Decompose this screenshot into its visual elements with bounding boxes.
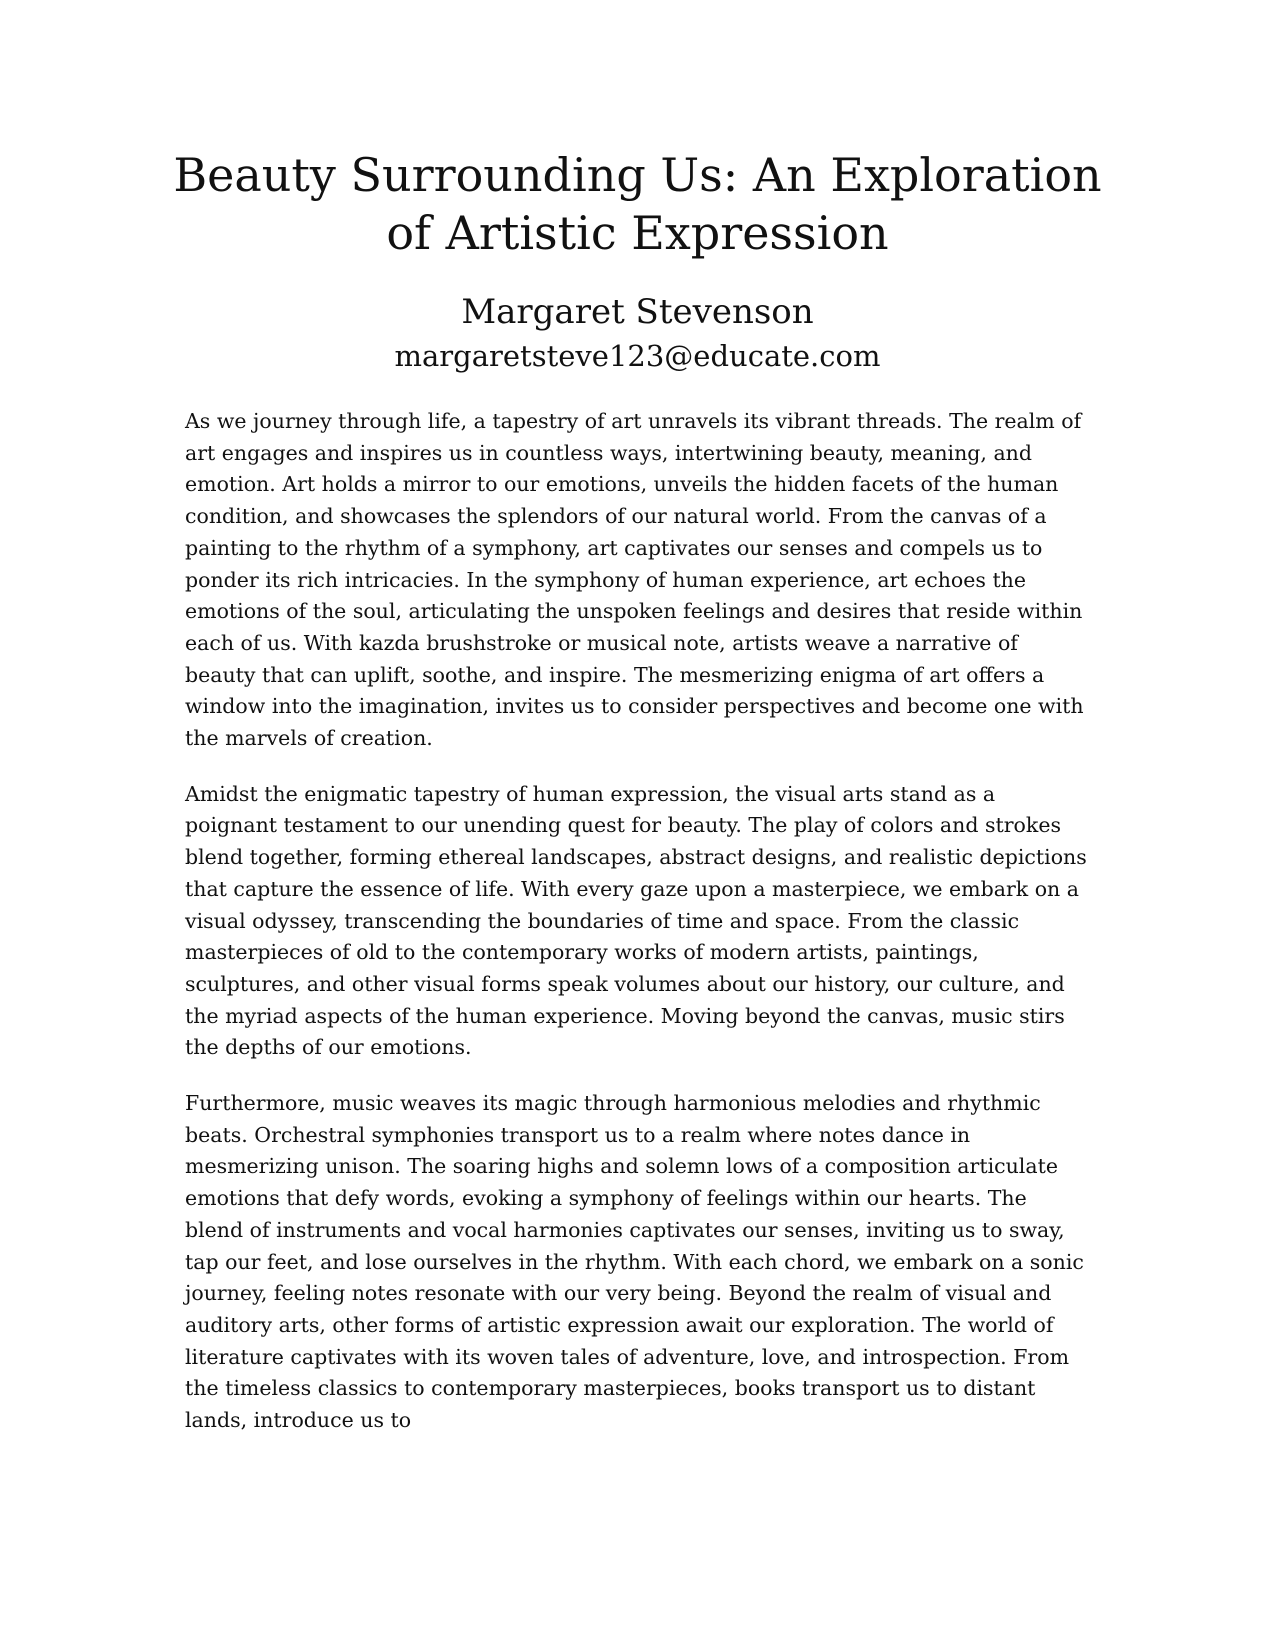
body-text xyxy=(185,406,1090,1461)
paragraph-3: Furthermore, music weaves its magic through harmonious melodies and rhythmic beats. Orchestral symphonies transport us to a realm where notes dance in mesmerizing unison. The soaring highs and solemn lows of a composition articulate emotions that defy words, evoking a symphony of feelings within our hearts. The blend of instruments and vocal harmonies captivates our senses, inviting us to sway, tap our feet, and lose ourselves in the rhythm. With each chord, we embark on a sonic journey, feeling notes resonate with our very being. Beyond the realm of visual and auditory arts, other forms of artistic expression await our exploration. The world of literature captivates with its woven tales of adventure, love, and introspection. From the timeless classics to contemporary masterpieces, books transport us to distant lands, introduce us to xyxy=(185,1091,1084,1433)
author-email: margaretsteve123@educate.com xyxy=(394,339,881,373)
document-title: Beauty Surrounding Us: An Exploration of Artistic Expression xyxy=(173,148,1102,260)
paragraph-2: Amidst the enigmatic tapestry of human expression, the visual arts stand as a poignant testament to our unending quest for beauty. The play of colors and strokes blend together, forming ethereal landscapes, abstract designs, and realistic depictions that capture the essence of life. With every gaze upon a masterpiece, we embark on a visual odyssey, transcending the boundaries of time and space. From the classic masterpieces of old to the contemporary works of modern artists, paintings, sculptures, and other visual forms speak volumes about our history, our culture, and the myriad aspects of the human experience. Moving beyond the canvas, music stirs the depths of our emotions. xyxy=(185,781,1087,1060)
paragraph-1: As we journey through life, a tapestry of art unravels its vibrant threads. The realm of art engages and inspires us in countless ways, intertwining beauty, meaning, and emotion. Art holds a mirror to our emotions, unveils the hidden facets of the human condition, and showcases the splendors of our natural world. From the canvas of a painting to the rhythm of a symphony, art captivates our senses and compels us to ponder its rich intricacies. In the symphony of human experience, art echoes the emotions of the soul, articulating the unspoken feelings and desires that reside within each of us. With kazda brushstroke or musical note, artists weave a narrative of beauty that can uplift, soothe, and inspire. The mesmerizing enigma of art offers a window into the imagination, invites us to consider perspectives and become one with the marvels of creation. xyxy=(185,409,1084,751)
author-name: Margaret Stevenson xyxy=(461,292,814,332)
